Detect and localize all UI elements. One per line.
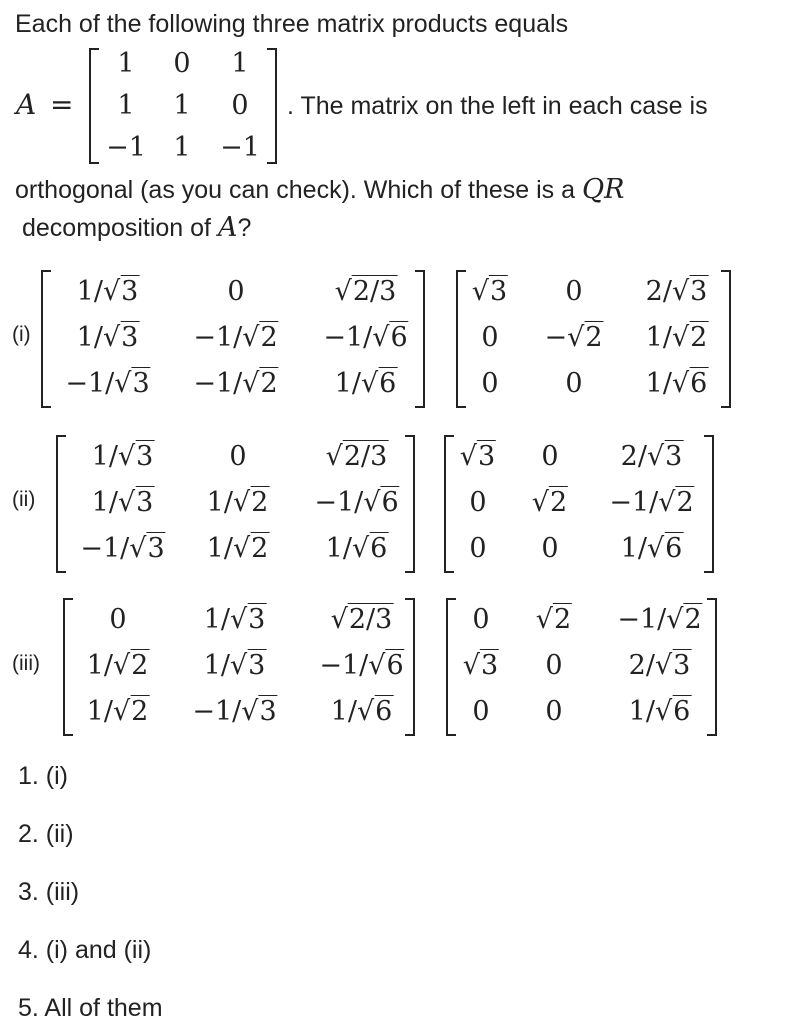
r-matrix-left-bracket bbox=[445, 598, 459, 736]
r-matrix-left-bracket bbox=[455, 270, 469, 408]
r-matrix-cell: √2 bbox=[531, 487, 568, 518]
r-matrix-cell: 0 bbox=[565, 368, 583, 399]
r-matrix-cell: 0 bbox=[541, 533, 559, 564]
q-matrix-cell: 1/√3 bbox=[91, 487, 154, 518]
r-matrix-cell: 0 bbox=[545, 696, 563, 727]
question-line-3: orthogonal (as you can check). Which of these is a QR bbox=[15, 174, 625, 205]
q-matrix-cell: −1/√3 bbox=[80, 533, 165, 564]
r-matrix-cell: 1/√6 bbox=[645, 368, 708, 399]
matrix-a-right-bracket bbox=[266, 48, 280, 164]
question-line-4: decomposition of A? bbox=[22, 212, 252, 243]
r-matrix-cell: √2 bbox=[535, 604, 572, 635]
r-matrix-cell: 0 bbox=[472, 604, 490, 635]
q-matrix-cell: 1/√2 bbox=[86, 650, 149, 681]
q-matrix-right-bracket bbox=[404, 598, 418, 736]
matrix-a-cell: 0 bbox=[173, 48, 191, 79]
q-matrix-cell: 1/√2 bbox=[86, 696, 149, 727]
r-matrix-cell: 0 bbox=[481, 322, 499, 353]
r-matrix-cell: 0 bbox=[472, 696, 490, 727]
option-1[interactable]: 1. (i) bbox=[18, 762, 68, 790]
q-matrix-cell: 1/√6 bbox=[325, 533, 388, 564]
question-line-1: Each of the following three matrix products equals bbox=[15, 10, 569, 38]
question-line-2: . The matrix on the left in each case is bbox=[287, 92, 708, 120]
r-matrix-cell: √3 bbox=[459, 441, 496, 472]
q-matrix-cell: 1/√3 bbox=[76, 276, 139, 307]
q-matrix-cell: 1/√3 bbox=[203, 604, 266, 635]
r-matrix-right-bracket bbox=[706, 598, 720, 736]
matrix-a-cell: 1 bbox=[173, 132, 191, 163]
matrix-a-cell: −1 bbox=[106, 132, 146, 163]
q-matrix-cell: 1/√3 bbox=[91, 441, 154, 472]
matrix-a-cell: 1 bbox=[117, 48, 135, 79]
q-matrix-cell: 1/√3 bbox=[76, 322, 139, 353]
matrix-a-cell: −1 bbox=[220, 132, 260, 163]
matrix-a-variable: A bbox=[16, 88, 37, 121]
r-matrix-cell: 0 bbox=[469, 533, 487, 564]
q-matrix-cell: 0 bbox=[109, 604, 127, 635]
q-matrix-cell: 1/√3 bbox=[203, 650, 266, 681]
r-matrix-cell: 0 bbox=[565, 276, 583, 307]
q-matrix-cell: −1/√3 bbox=[192, 696, 277, 727]
equals-sign: = bbox=[50, 88, 74, 121]
matrix-a-cell: 1 bbox=[173, 90, 191, 121]
q-matrix-cell: −1/√3 bbox=[65, 368, 150, 399]
r-matrix-cell: 0 bbox=[541, 441, 559, 472]
r-matrix-right-bracket bbox=[720, 270, 734, 408]
option-4[interactable]: 4. (i) and (ii) bbox=[18, 936, 152, 964]
q-matrix-cell: 1/√6 bbox=[330, 696, 393, 727]
matrix-a-cell: 1 bbox=[231, 48, 249, 79]
q-matrix-left-bracket bbox=[62, 598, 76, 736]
r-matrix-left-bracket bbox=[443, 435, 457, 573]
q-matrix-cell: −1/√6 bbox=[323, 322, 408, 353]
q-matrix-left-bracket bbox=[55, 435, 69, 573]
option-5[interactable]: 5. All of them bbox=[18, 994, 163, 1022]
r-matrix-cell: √3 bbox=[462, 650, 499, 681]
r-matrix-cell: 1/√6 bbox=[628, 696, 691, 727]
r-matrix-cell: √3 bbox=[471, 276, 508, 307]
q-matrix-cell: √2/3 bbox=[330, 604, 393, 635]
q-matrix-cell: √2/3 bbox=[334, 276, 397, 307]
r-matrix-cell: 0 bbox=[469, 487, 487, 518]
q-matrix-right-bracket bbox=[404, 435, 418, 573]
q-matrix-cell: −1/√2 bbox=[193, 322, 278, 353]
r-matrix-cell: 2/√3 bbox=[628, 650, 691, 681]
q-matrix-cell: 1/√6 bbox=[334, 368, 397, 399]
q-matrix-cell: 1/√2 bbox=[206, 487, 269, 518]
q-matrix-cell: −1/√6 bbox=[319, 650, 404, 681]
product-label: (iii) bbox=[12, 652, 40, 675]
q-matrix-cell: √2/3 bbox=[325, 441, 388, 472]
matrix-a-left-bracket bbox=[88, 48, 102, 164]
q-matrix-cell: −1/√2 bbox=[193, 368, 278, 399]
q-matrix-cell: 0 bbox=[229, 441, 247, 472]
product-label: (i) bbox=[12, 323, 31, 346]
q-matrix-cell: 1/√2 bbox=[206, 533, 269, 564]
qr-term: QR bbox=[581, 174, 625, 205]
option-2[interactable]: 2. (ii) bbox=[18, 820, 74, 848]
r-matrix-cell: 2/√3 bbox=[645, 276, 708, 307]
r-matrix-cell: 1/√2 bbox=[645, 322, 708, 353]
r-matrix-right-bracket bbox=[703, 435, 717, 573]
q-matrix-cell: 0 bbox=[227, 276, 245, 307]
r-matrix-cell: 2/√3 bbox=[620, 441, 683, 472]
q-matrix-left-bracket bbox=[40, 270, 54, 408]
r-matrix-cell: −1/√2 bbox=[617, 604, 702, 635]
r-matrix-cell: 0 bbox=[545, 650, 563, 681]
product-label: (ii) bbox=[12, 488, 36, 511]
option-3[interactable]: 3. (iii) bbox=[18, 878, 80, 906]
matrix-a-cell: 0 bbox=[231, 90, 249, 121]
r-matrix-cell: 0 bbox=[481, 368, 499, 399]
r-matrix-cell: −1/√2 bbox=[609, 487, 694, 518]
q-matrix-right-bracket bbox=[414, 270, 428, 408]
r-matrix-cell: 1/√6 bbox=[620, 533, 683, 564]
r-matrix-cell: −√2 bbox=[544, 322, 603, 353]
q-matrix-cell: −1/√6 bbox=[314, 487, 399, 518]
matrix-a-cell: 1 bbox=[117, 90, 135, 121]
